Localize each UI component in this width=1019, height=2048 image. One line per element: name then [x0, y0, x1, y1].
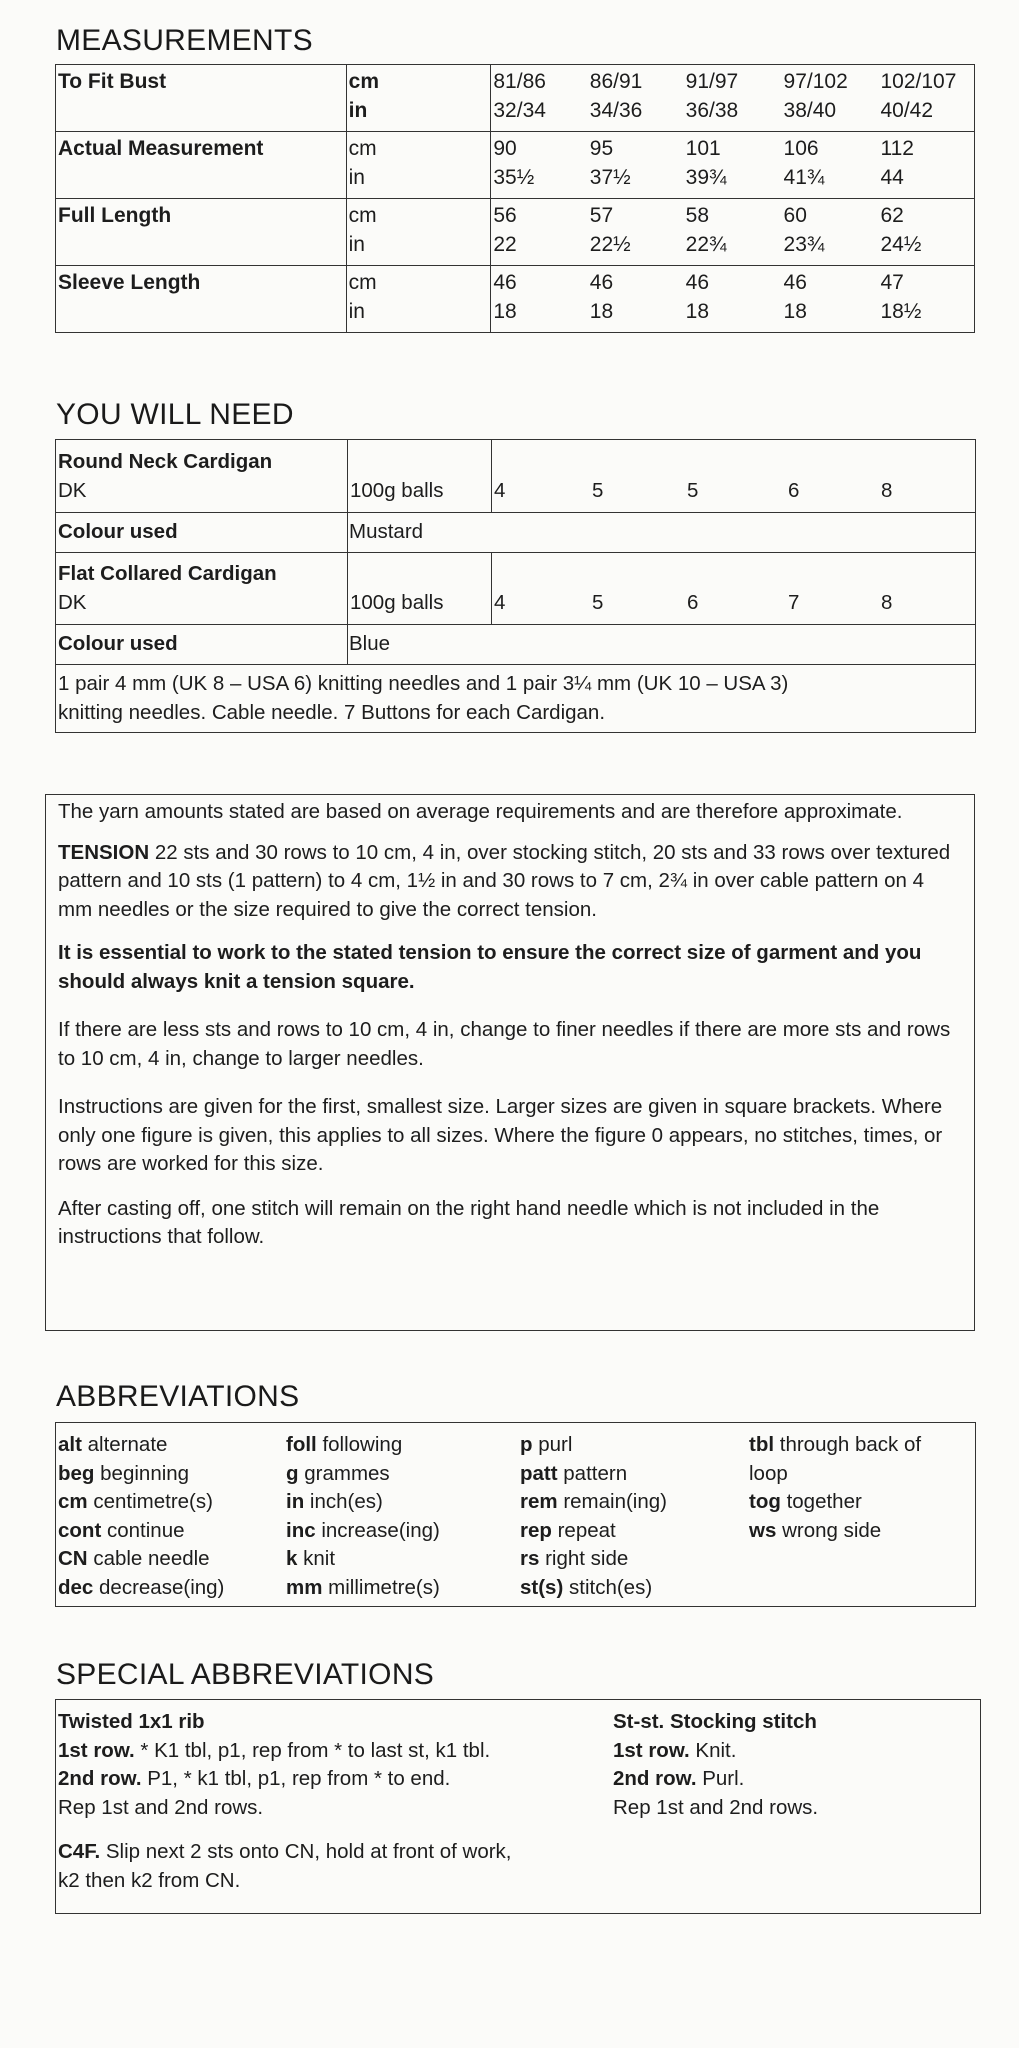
round-neck-ball-1: 4: [494, 479, 506, 502]
round-colour-label: Colour used: [58, 520, 178, 543]
abbreviation-column: [286, 1431, 440, 1602]
casting-off-paragraph: After casting off, one stitch will remain on the right hand needle which is not included in the instructions that follow.: [58, 1196, 880, 1248]
abbreviation-item: k knit: [286, 1547, 336, 1570]
measurement-row: [56, 266, 975, 333]
measurement-value: 101 39¾: [684, 132, 782, 199]
tension-text: 22 sts and 30 rows to 10 cm, 4 in, over stocking stitch, 20 sts and 33 rows over textured pattern and 10 sts (1 pattern) to 4 cm, 1½ in and 30 rows to 7 cm, 2¾ in over cable pattern on 4 mm needles or the size required to give the correct tension.: [58, 840, 951, 921]
measurement-units: cm in: [346, 65, 491, 132]
abbreviation-item: in inch(es): [286, 1490, 383, 1513]
measurement-value: 62 24½: [878, 199, 974, 266]
measurement-value: 46 18: [782, 266, 879, 333]
needles-advice-paragraph: If there are less sts and rows to 10 cm, 4 in, change to finer needles if there are more sts and rows to 10 cm, 4 in, change to larger needles.: [58, 1018, 951, 1070]
abbreviation-item: beg beginning: [58, 1461, 190, 1485]
measurement-label: Sleeve Length: [56, 266, 347, 333]
measurement-value: 47 18½: [878, 266, 974, 333]
measurement-value: 91/97 36/38: [684, 65, 782, 132]
flat-collar-unit: 100g balls: [350, 591, 444, 614]
tension-label: TENSION: [58, 840, 150, 864]
measurement-value: 81/86 32/34: [491, 65, 588, 132]
flat-collar-name: Flat Collared Cardigan: [58, 562, 277, 585]
abbreviation-item: g grammes: [286, 1461, 390, 1485]
special-abbreviations-box: [55, 1699, 981, 1914]
abbreviation-item: ws wrong side: [749, 1518, 882, 1542]
measurement-row: [56, 132, 975, 199]
measurement-value: 86/91 34/36: [588, 65, 684, 132]
flat-colour-value: Blue: [349, 632, 391, 655]
needles-line-1: 1 pair 4 mm (UK 8 – USA 6) knitting needles and 1 pair 3¼ mm (UK 10 – USA 3): [58, 672, 789, 695]
needles-line-2: knitting needles. Cable needle. 7 Buttons for each Cardigan.: [58, 700, 606, 724]
abbreviation-item: tog together: [749, 1490, 862, 1513]
you-will-need-box: [55, 439, 976, 733]
rib-row-1-label: 1st row.: [58, 1738, 135, 1762]
essential-paragraph: It is essential to work to the stated tension to ensure the correct size of garment and you should always knit a tension square.: [58, 941, 922, 993]
measurement-value: 95 37½: [588, 132, 684, 199]
measurement-row: [56, 65, 975, 132]
round-neck-name: Round Neck Cardigan: [58, 450, 273, 473]
special-abbreviations-title: SPECIAL ABBREVIATIONS: [56, 1658, 435, 1691]
abbreviation-item: rep repeat: [520, 1518, 616, 1542]
rib-row-2-text: P1, * k1 tbl, p1, rep from * to end.: [141, 1767, 451, 1790]
abbreviation-column: [749, 1431, 921, 1545]
round-neck-ball-2: 5: [592, 479, 604, 502]
measurement-value: 90 35½: [491, 132, 588, 199]
round-neck-unit: 100g balls: [350, 479, 444, 502]
stst-row-1-label: 1st row.: [613, 1738, 690, 1762]
abbreviation-column: [58, 1431, 224, 1602]
c4f-line-2: k2 then k2 from CN.: [58, 1868, 241, 1892]
measurement-units: cm in: [346, 132, 491, 199]
round-neck-ball-5: 8: [881, 479, 893, 502]
abbreviation-item: loop: [749, 1461, 788, 1485]
abbreviations-title: ABBREVIATIONS: [56, 1380, 300, 1413]
info-box: [45, 794, 975, 1331]
you-will-need-title: YOU WILL NEED: [56, 398, 294, 431]
stst-row-2-text: Purl.: [696, 1767, 745, 1790]
abbreviations-box: [55, 1422, 976, 1607]
measurement-label: Actual Measurement: [56, 132, 347, 199]
stst-repeat: Rep 1st and 2nd rows.: [613, 1795, 819, 1819]
abbreviation-item: mm millimetre(s): [286, 1575, 440, 1599]
flat-collar-ball-5: 8: [881, 591, 893, 614]
abbreviation-item: patt pattern: [520, 1461, 628, 1485]
flat-collar-ball-2: 5: [592, 591, 604, 614]
measurement-value: 46 18: [588, 266, 684, 333]
round-neck-ball-3: 5: [687, 479, 699, 502]
c4f-line-1: [58, 1838, 512, 1867]
measurement-value: 97/102 38/40: [782, 65, 879, 132]
abbreviation-item: rs right side: [520, 1547, 629, 1570]
measurement-row: [56, 199, 975, 266]
abbreviation-item: alt alternate: [58, 1433, 168, 1456]
abbreviation-item: st(s) stitch(es): [520, 1575, 653, 1599]
round-neck-ball-4: 6: [788, 479, 800, 502]
instructions-paragraph: Instructions are given for the first, smallest size. Larger sizes are given in square brackets. Where only one figure is given, this applies to all sizes. Where the figure 0 appears, no stitches, times, or rows are worked for this size.: [58, 1095, 943, 1175]
abbreviation-item: CN cable needle: [58, 1547, 210, 1570]
needles-text: [58, 670, 788, 727]
measurement-value: 106 41¾: [782, 132, 879, 199]
stst-row-2: [613, 1765, 818, 1794]
rib-row-1-text: * K1 tbl, p1, rep from * to last st, k1 tbl.: [134, 1738, 491, 1762]
rib-row-2: [58, 1765, 512, 1794]
round-colour-value: Mustard: [349, 520, 424, 543]
abbreviation-item: dec decrease(ing): [58, 1575, 225, 1599]
flat-collar-yarn: DK: [58, 591, 87, 614]
stst-title: St-st. Stocking stitch: [613, 1710, 817, 1733]
stst-row-1: [613, 1737, 818, 1766]
round-neck-yarn: DK: [58, 479, 87, 502]
measurement-value: 57 22½: [588, 199, 684, 266]
abbreviation-item: rem remain(ing): [520, 1490, 667, 1513]
abbreviation-item: cm centimetre(s): [58, 1490, 213, 1513]
stst-row-1-text: Knit.: [689, 1738, 737, 1762]
rib-title: Twisted 1x1 rib: [58, 1710, 205, 1733]
c4f-text: Slip next 2 sts onto CN, hold at front of work,: [100, 1840, 512, 1863]
measurement-value: 102/107 40/42: [878, 65, 974, 132]
stst-row-2-label: 2nd row.: [613, 1767, 697, 1790]
measurements-table: [55, 64, 975, 333]
c4f-label: C4F.: [58, 1840, 101, 1863]
measurement-label: Full Length: [56, 199, 347, 266]
rib-row-1: [58, 1737, 512, 1766]
rib-repeat: Rep 1st and 2nd rows.: [58, 1795, 264, 1819]
tension-paragraph: [58, 839, 962, 925]
measurement-value: 56 22: [491, 199, 588, 266]
abbreviation-item: p purl: [520, 1433, 573, 1456]
measurements-title: MEASUREMENTS: [56, 24, 313, 57]
measurement-value: 46 18: [491, 266, 588, 333]
measurement-value: 60 23¾: [782, 199, 879, 266]
measurement-value: 112 44: [878, 132, 974, 199]
measurement-units: cm in: [346, 199, 491, 266]
abbreviation-item: cont continue: [58, 1518, 185, 1542]
flat-colour-label: Colour used: [58, 632, 178, 655]
abbreviation-item: inc increase(ing): [286, 1518, 440, 1542]
measurement-value: 58 22¾: [684, 199, 782, 266]
flat-collar-ball-3: 6: [687, 591, 699, 614]
abbreviation-item: foll following: [286, 1433, 403, 1456]
rib-row-2-label: 2nd row.: [58, 1767, 142, 1790]
flat-collar-ball-1: 4: [494, 591, 506, 614]
abbreviation-column: [520, 1431, 667, 1602]
abbreviation-item: tbl through back of: [749, 1433, 922, 1456]
measurement-label: To Fit Bust: [56, 65, 347, 132]
measurement-units: cm in: [346, 266, 491, 333]
yarn-amounts-paragraph: The yarn amounts stated are based on average requirements and are therefore approximate.: [58, 800, 903, 823]
measurement-value: 46 18: [684, 266, 782, 333]
flat-collar-ball-4: 7: [788, 591, 800, 614]
